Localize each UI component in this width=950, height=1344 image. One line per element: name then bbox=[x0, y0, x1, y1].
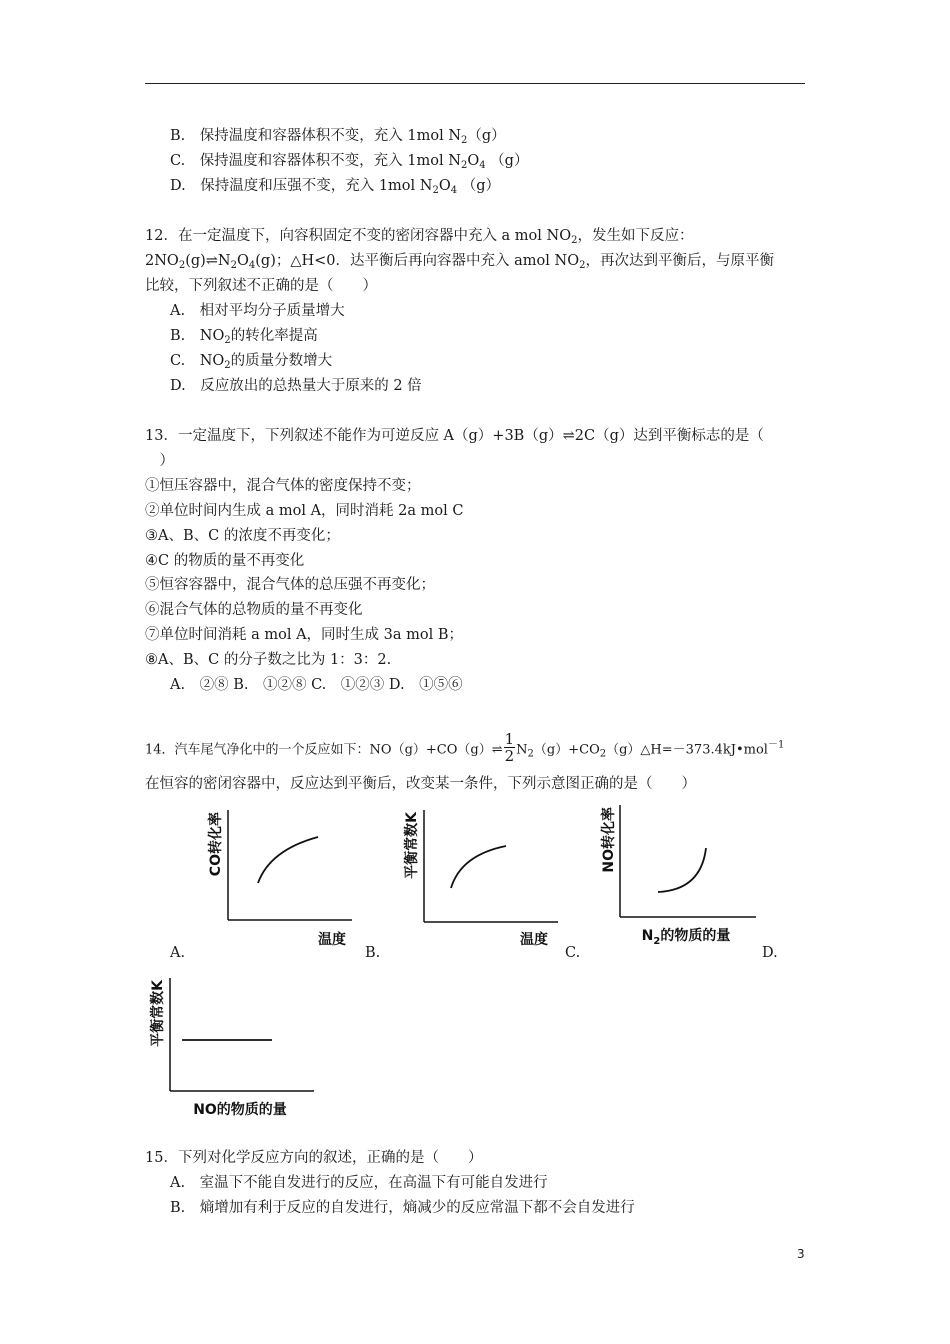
graph-d-x-label: NO的物质的量 bbox=[193, 1102, 287, 1118]
q12-stem-line1: 12．在一定温度下，向容积固定不变的密闭容器中充入 a mol $NO_2$，发生如下反应： bbox=[145, 228, 694, 246]
graph-d-y-label: 平衡常数K bbox=[150, 980, 166, 1047]
q14-stem-line2: 在恒容的密闭容器中，反应达到平衡后，改变某一条件，下列示意图正确的是（ ） bbox=[145, 776, 696, 792]
q12-option-c: C. $NO_2$的质量分数增大 bbox=[170, 353, 333, 371]
q15-stem: 15．下列对化学反应方向的叙述，正确的是（ ） bbox=[145, 1150, 483, 1166]
q13-item-5: ⑤恒容容器中，混合气体的总压强不再变化； bbox=[145, 577, 435, 593]
graph-b-y-label: 平衡常数K bbox=[404, 812, 420, 879]
q15-option-a: A. 室温下不能自发进行的反应，在高温下有可能自发进行 bbox=[170, 1175, 548, 1191]
q15-option-b: B. 熵增加有利于反应的自发进行，熵减少的反应常温下都不会自发进行 bbox=[170, 1200, 635, 1216]
q14-stem-line1: 14．汽车尾气净化中的一个反应如下：NO（g）+CO（g）⇌ $\frac{1}{2}$ $N_2(g)+CO_2(g)\triangle H=-373.4kJ•mol^{-1}$ bbox=[145, 730, 785, 765]
graph-a bbox=[200, 810, 355, 950]
graph-a-letter: A. bbox=[170, 945, 186, 961]
q13-options: A. ②⑧ B. ①②⑧ C. ①②③ D. ①⑤⑥ bbox=[170, 677, 463, 693]
q13-item-1: ①恒压容器中，混合气体的密度保持不变； bbox=[145, 478, 421, 494]
graph-a-curve bbox=[258, 837, 318, 883]
q13-stem-line1: 13．一定温度下，下列叙述不能作为可逆反应 A（g）+3B（g）⇌2C（g）达到平衡标志的是（ bbox=[145, 428, 764, 444]
graph-d-letter: D. bbox=[762, 945, 778, 961]
graph-a-y-label: CO转化率 bbox=[208, 812, 224, 877]
page-number: 3 bbox=[797, 1247, 805, 1261]
graph-b-curve bbox=[451, 846, 506, 888]
header-rule bbox=[145, 83, 805, 84]
graph-d bbox=[142, 978, 317, 1120]
graph-b bbox=[396, 810, 561, 950]
q11-option-d: D. 保持温度和压强不变，充入 1mol $N_2O_4$ （g） bbox=[170, 178, 501, 196]
q12-stem-line3: 比较，下列叙述不正确的是（ ） bbox=[145, 278, 377, 294]
graph-c-y-label: NO转化率 bbox=[601, 807, 617, 873]
q12-option-b: B. $NO_2$的转化率提高 bbox=[170, 328, 318, 346]
graph-b-letter: B. bbox=[365, 945, 381, 961]
q12-option-d: D. 反应放出的总热量大于原来的 2 倍 bbox=[170, 378, 422, 394]
one-half-fraction: $\frac{1}{2}$ bbox=[504, 730, 515, 765]
q13-item-6: ⑥混合气体的总物质的量不再变化 bbox=[145, 602, 363, 618]
graph-a-x-label: 温度 bbox=[318, 932, 346, 948]
q13-item-3: ③A、B、C 的浓度不再变化； bbox=[145, 528, 340, 544]
q12-stem-line2: $2NO_2(g)\rightleftharpoons N_2O_4(g)$；△H<0．达平衡后再向容器中充入 amol $NO_2$，再次达到平衡后，与原平衡 bbox=[145, 253, 774, 271]
q11-option-b: B. 保持温度和容器体积不变，充入 1mol $N_2(g)$ bbox=[170, 128, 506, 146]
q13-item-7: ⑦单位时间消耗 a mol A，同时生成 3a mol B； bbox=[145, 627, 464, 643]
q13-item-4: ④C 的物质的量不再变化 bbox=[145, 553, 305, 569]
q13-item-2: ②单位时间内生成 a mol A，同时消耗 2a mol C bbox=[145, 503, 464, 519]
q13-stem-line2: ） bbox=[145, 453, 174, 469]
q13-item-8: ⑧A、B、C 的分子数之比为 1：3：2. bbox=[145, 652, 392, 668]
graph-b-x-label: 温度 bbox=[520, 932, 548, 948]
graph-c bbox=[596, 805, 761, 948]
graph-c-letter: C. bbox=[565, 945, 581, 961]
q11-option-c: C. 保持温度和容器体积不变，充入 1mol $N_2O_4$ （g） bbox=[170, 153, 529, 171]
graph-c-x-label: $N_2$的物质的量 bbox=[641, 928, 731, 947]
graph-c-curve bbox=[658, 848, 706, 892]
q12-option-a: A. 相对平均分子质量增大 bbox=[170, 303, 345, 319]
